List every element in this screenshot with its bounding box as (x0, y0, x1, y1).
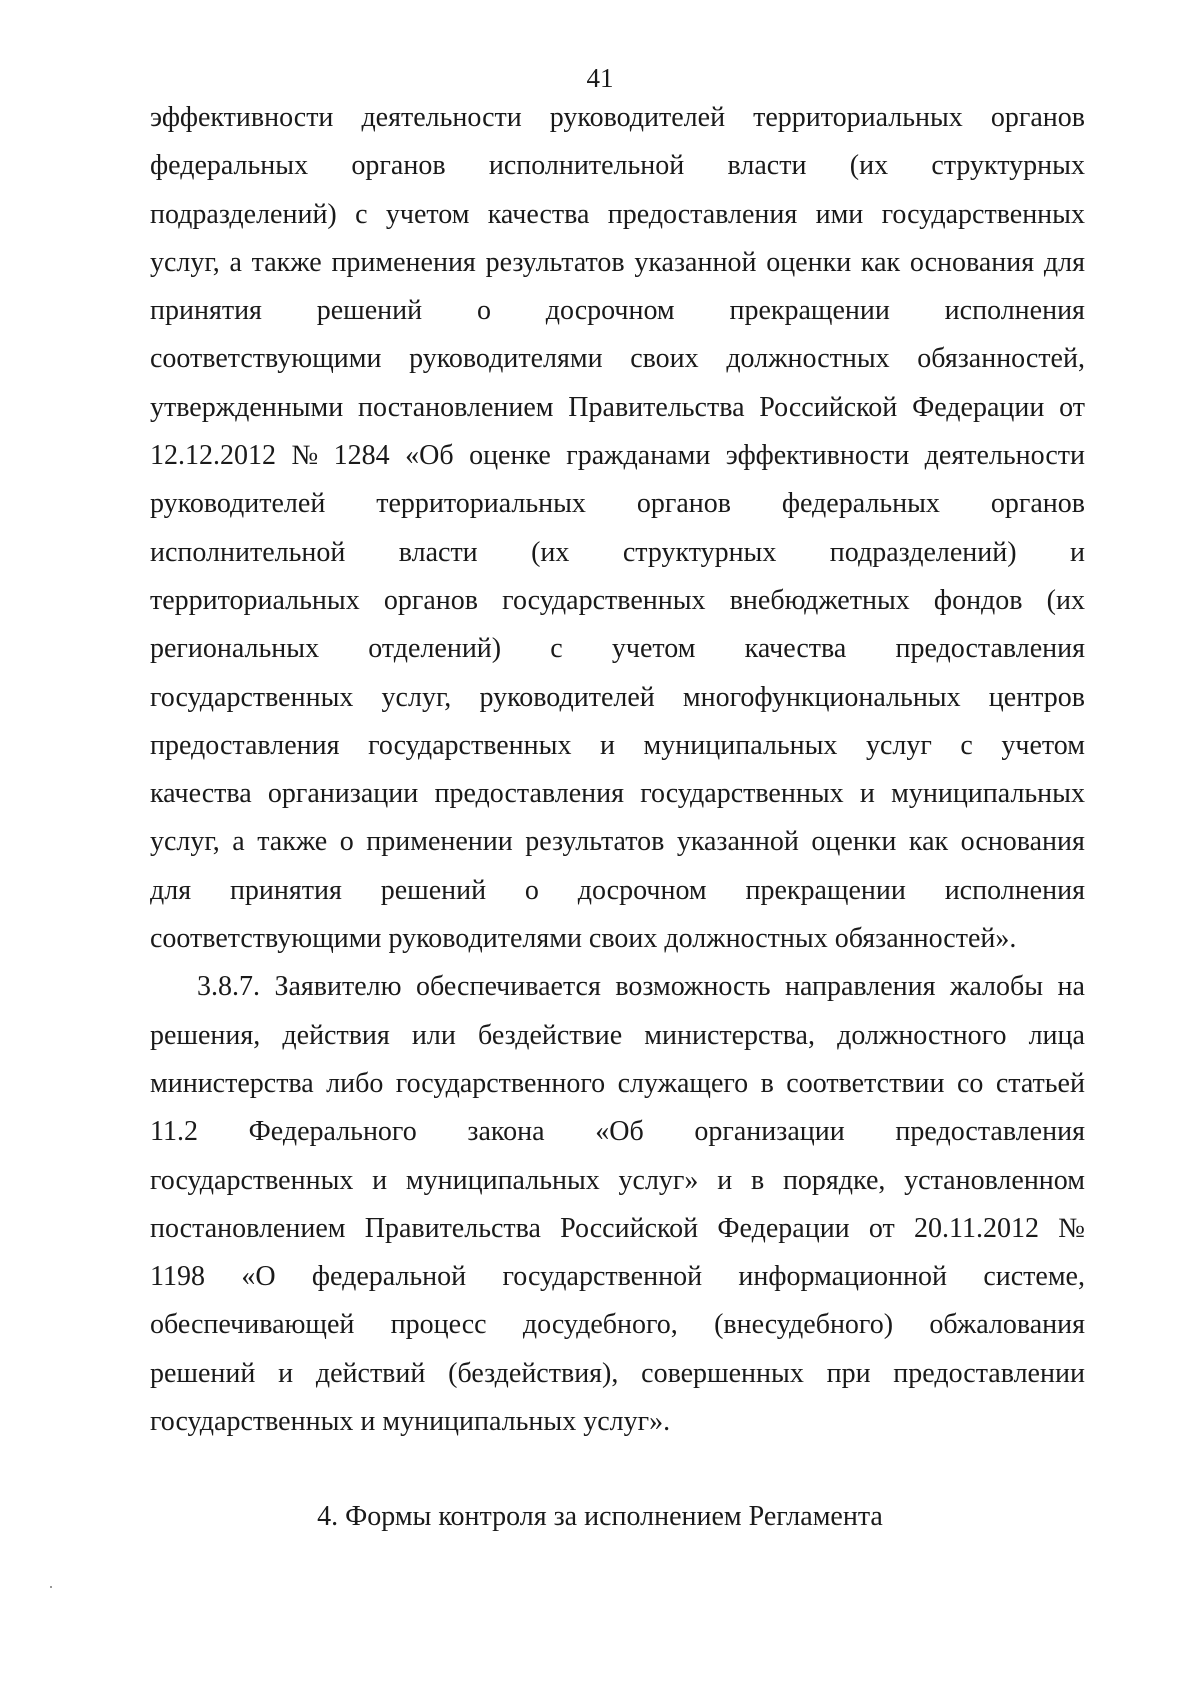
text-line: подразделений) с учетом качества предоставления ими государственных (150, 198, 1085, 230)
text-line: 11.2 Федерального закона «Об организации предоставления (150, 1116, 1085, 1148)
text-line: государственных услуг, руководителей многофункциональных центров (150, 681, 1085, 713)
text-line: 1198 «О федеральной государственной информационной системе, (150, 1261, 1085, 1293)
text-line: региональных отделений) с учетом качества предоставления (150, 633, 1085, 665)
text-line: эффективности деятельности руководителей территориальных органов (150, 102, 1085, 133)
page-number: 41 (586, 63, 614, 93)
text-line: исполнительной власти (их структурных подразделений) и (150, 536, 1085, 568)
text-line: государственных и муниципальных услуг». (150, 1406, 671, 1438)
text-line: государственных и муниципальных услуг» и в порядке, установленном (150, 1164, 1085, 1196)
text-line: утвержденными постановлением Правительства Российской Федерации от (150, 391, 1085, 423)
text-line: руководителей территориальных органов федеральных органов (150, 488, 1085, 520)
text-line: федеральных органов исполнительной власти (их структурных (150, 150, 1085, 182)
text-line: принятия решений о досрочном прекращении исполнения (150, 295, 1085, 327)
text-line: министерства либо государственного служащего в соответствии со статьей (150, 1067, 1085, 1099)
text-line: 12.12.2012 № 1284 «Об оценке гражданами эффективности деятельности (150, 440, 1085, 472)
body-text (150, 94, 1085, 1446)
text-line: для принятия решений о досрочном прекращении исполнения (150, 874, 1085, 906)
text-line: решения, действия или бездействие министерства, должностного лица (150, 1019, 1085, 1051)
text-line: территориальных органов государственных внебюджетных фондов (их (150, 584, 1085, 616)
text-line: решений и действий (бездействия), совершенных при предоставлении (150, 1357, 1085, 1389)
text-line: предоставления государственных и муниципальных услуг с учетом (150, 729, 1085, 761)
section-heading: 4. Формы контроля за исполнением Регламента (317, 1501, 883, 1532)
text-line: соответствующими руководителями своих должностных обязанностей, (150, 343, 1085, 375)
text-line: обеспечивающей процесс досудебного, (внесудебного) обжалования (150, 1309, 1085, 1341)
text-line: качества организации предоставления государственных и муниципальных (150, 778, 1085, 810)
text-line: соответствующими руководителями своих должностных обязанностей». (150, 923, 1017, 955)
scan-speck (50, 1586, 52, 1588)
text-line: услуг, а также о применении результатов указанной оценки как основания (150, 826, 1085, 858)
text-line: постановлением Правительства Российской Федерации от 20.11.2012 № (150, 1212, 1085, 1244)
text-line: 3.8.7. Заявителю обеспечивается возможность направления жалобы на (197, 971, 1085, 1003)
text-line: услуг, а также применения результатов указанной оценки как основания для (150, 246, 1085, 278)
